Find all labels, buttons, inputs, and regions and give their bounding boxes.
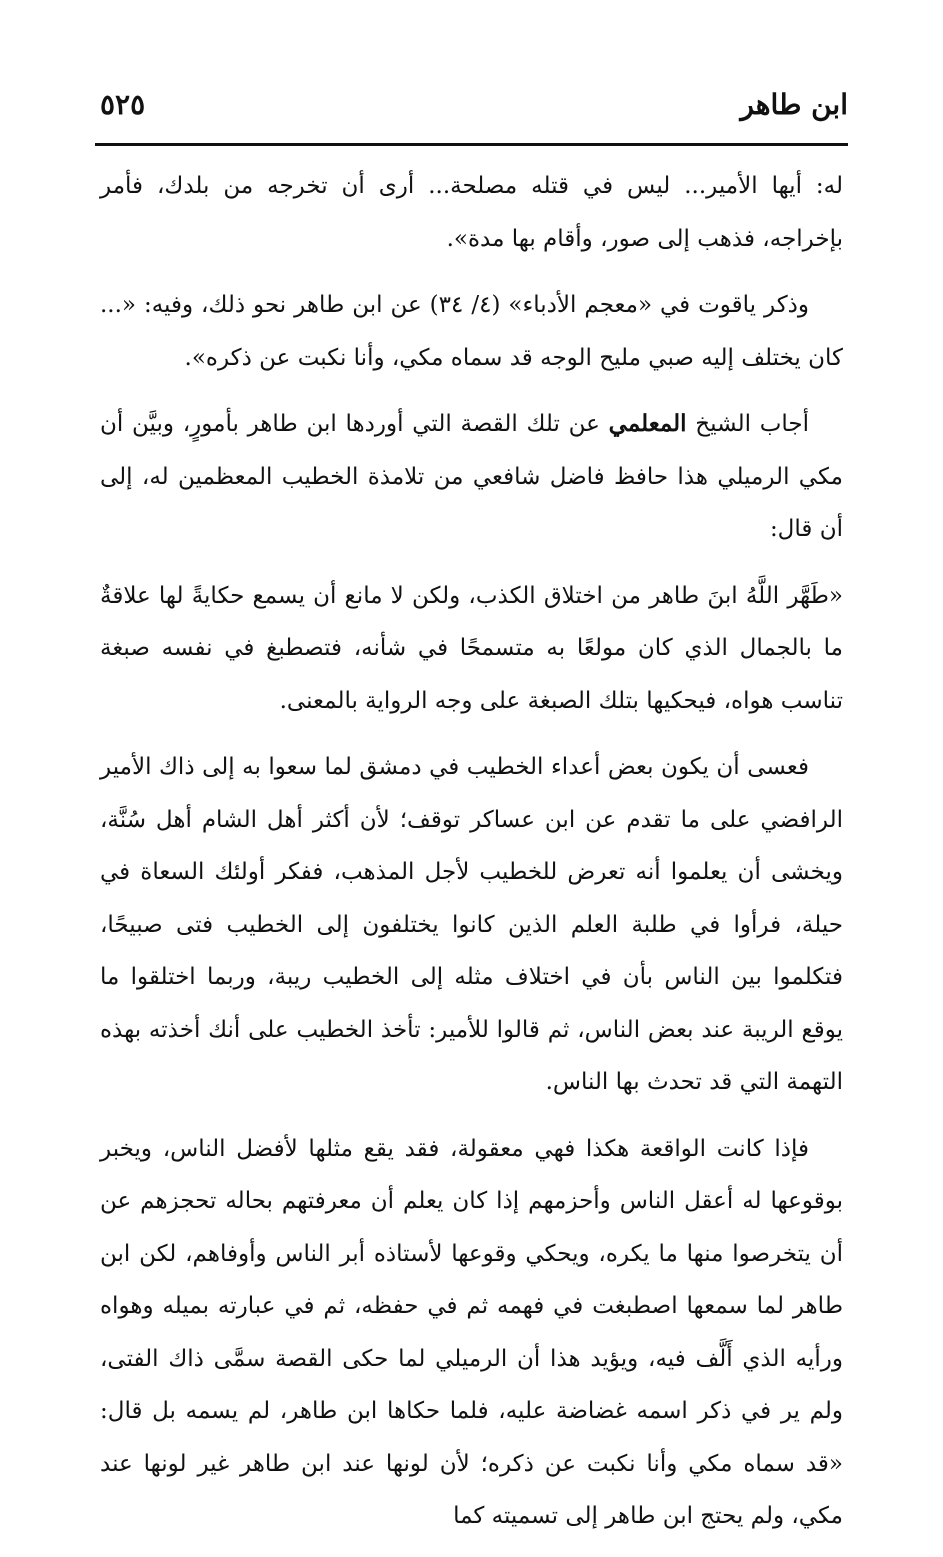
quoted-paragraph: «طَهَّر اللَّهُ ابنَ طاهر من اختلاق الكذب، ولكن لا مانع أن يسمع حكايةً لها علاقةٌ ما بالجمال الذي كان مولعًا به متسمحًا في شأنه، فتصطبغ في نفسه صبغة تناسب هواه، فيحكيها بتلك الصبغة على وجه الرواية بالمعنى. xyxy=(100,582,843,714)
paragraph-text: عن تلك القصة التي أوردها ابن طاهر بأمورٍ، وبيَّن أن مكي الرميلي هذا حافظ فاضل شافعي من تلامذة الخطيب المعظمين له، إلى أن قال: xyxy=(100,411,843,542)
paragraph: فعسى أن يكون بعض أعداء الخطيب في دمشق لما سعوا به إلى ذاك الأمير الرافضي على ما تقدم عن ابن عساكر توقف؛ لأن أكثر أهل الشام أهل سُنَّة، ويخشى أن يعلموا أنه تعرض للخطيب لأجل المذهب، ففكر أولئك السعاة في حيلة، فرأوا في طلبة العلم الذين كانوا يختلفون إلى الخطيب فتى صبيحًا، فتكلموا بين الناس بأن في اختلاف مثله إلى الخطيب ريبة، وربما اختلقوا ما يوقع الريبة عند بعض الناس، ثم قالوا للأمير: تأخذ الخطيب على أنك أخذته بهذه التهمة التي قد تحدث بها الناس. xyxy=(100,754,843,1095)
running-title: ابن طاهر xyxy=(740,88,848,121)
bold-name: المعلمي xyxy=(608,410,687,437)
running-header xyxy=(95,88,848,138)
paragraph: وذكر ياقوت في «معجم الأدباء» (٤/ ٣٤) عن ابن طاهر نحو ذلك، وفيه: «... كان يختلف إليه صبي مليح الوجه قد سماه مكي، وأنا نكبت عن ذكره». xyxy=(100,292,843,371)
page-body xyxy=(100,160,843,1557)
paragraph: له: أيها الأمير... ليس في قتله مصلحة... أرى أن تخرجه من بلدك، فأمر بإخراجه، فذهب إلى صور، وأقام بها مدة». xyxy=(100,173,843,252)
paragraph xyxy=(100,398,843,556)
header-divider xyxy=(95,143,848,146)
paragraph: فإذا كانت الواقعة هكذا فهي معقولة، فقد يقع مثلها لأفضل الناس، ويخبر بوقوعها له أعقل الناس وأحزمهم إذا كان يعلم أن معرفتهم بحاله تحجزهم عن أن يتخرصوا منها ما يكره، ويحكي وقوعها لأستاذه أبر الناس وأوفاهم، لكن ابن طاهر لما سمعها اصطبغت في فهمه ثم في حفظه، ثم في عبارته بميله وهواه ورأيه الذي أَلَّف فيه، ويؤيد هذا أن الرميلي لما حكى القصة سمَّى ذاك الفتى، ولم ير في ذكر اسمه غضاضة عليه، فلما حكاها ابن طاهر، لم يسمه بل قال: «قد سماه مكي وأنا نكبت عن ذكره؛ لأن لونها عند ابن طاهر غير لونها عند مكي، ولم يحتج ابن طاهر إلى تسميته كما xyxy=(100,1135,843,1529)
paragraph-text: أجاب الشيخ xyxy=(695,411,810,437)
page-number: ٥٢٥ xyxy=(100,88,146,121)
